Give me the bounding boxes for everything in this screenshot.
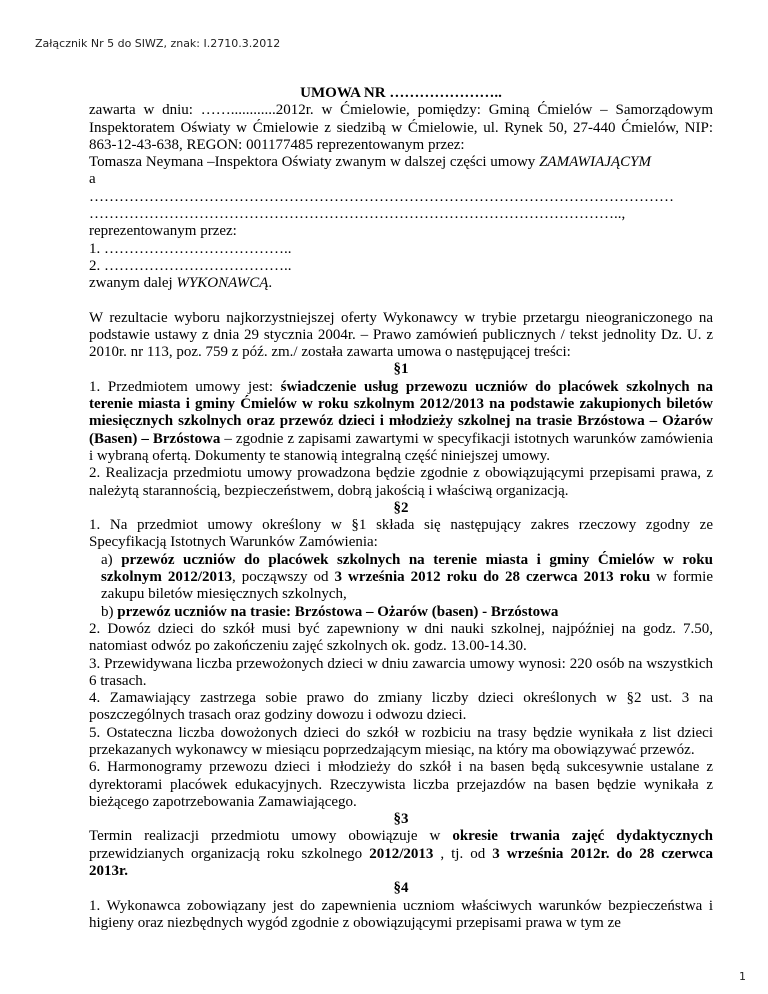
section-2-item-5: 5. Ostateczna liczba dowożonych dzieci do szkół w rozbiciu na trasy będzie wynikała z list dzieci przekazanych wykonawcy w miesiącu poprzedzającym miesiąc, na który ma obowiązywać przewóz. bbox=[89, 724, 713, 758]
section-2-item-3: 3. Przewidywana liczba przewożonych dzieci w dniu zawarcia umowy wynosi: 220 osób na wszystkich 6 trasach. bbox=[89, 655, 713, 689]
spacer bbox=[89, 293, 713, 310]
section-2-item-2: 2. Dowóz dzieci do szkół musi być zapewniony w dni nauki szkolnej, najpóźniej na godz. 7.50, natomiast odwóz po zakończeniu zajęć szkolnych ok. godz. 13.00-14.30. bbox=[89, 620, 713, 655]
paragraph-representative: Tomasza Neymana –Inspektora Oświaty zwanym w dalszej części umowy ZAMAWIAJĄCYM bbox=[89, 154, 651, 171]
section-2-item-1: 1. Na przedmiot umowy określony w §1 składa się następujący zakres rzeczowy zgodny ze Specyfikacją Istotnych Warunków Zamówienia: bbox=[89, 517, 713, 551]
dotted-line-1: ……………………………………………………………………………………………………… bbox=[89, 188, 674, 205]
page-header: Załącznik Nr 5 do SIWZ, znak: I.2710.3.2012 bbox=[35, 37, 281, 50]
zamawiajacy-term: ZAMAWIAJĄCYM bbox=[539, 154, 651, 171]
representative-1: 1. ……………………………….. bbox=[89, 240, 292, 257]
section-1-item-2: 2. Realizacja przedmiotu umowy prowadzona będzie zgodnie z obowiązującymi przepisami prawa, z należytą starannością, bezpieczeństwem, dobrą jakością i właściwą organizacją. bbox=[89, 465, 713, 499]
represented-by: reprezentowanym przez: bbox=[89, 223, 237, 240]
paragraph-parties: zawarta w dniu: ……............2012r. w Ćmielowie, pomiędzy: Gminą Ćmielów – Samorządowym Inspektoratem Oświaty w Ćmielowie z siedzibą w Ćmielowie, ul. Rynek 50, 27-440 Ćmielów, NIP: 863-12-43-638, REGON: 001177485 reprezentowanym przez: bbox=[89, 102, 713, 153]
section-3-text: Termin realizacji przedmiotu umowy obowiązuje w okresie trwania zajęć dydaktycznych przewidzianych organizacją roku szkolnego 2012/2013 , tj. od 3 września 2012r. do 28 czerwca 2013r. bbox=[89, 828, 713, 880]
section-2-item-6: 6. Harmonogramy przewozu dzieci i młodzieży do szkół i na basen będą sukcesywnie ustalane z dyrektorami placówek edukacyjnych. Rzeczywista liczba przejazdów na basen będzie wynikała z bieżącego zapotrzebowania Zamawiającego. bbox=[89, 759, 713, 810]
section-4-item-1: 1. Wykonawca zobowiązany jest do zapewnienia uczniom właściwych warunków bezpieczeństwa i higieny oraz niezbędnych wygód zgodnie z obowiązującymi przepisami prawa w tym ze bbox=[89, 897, 713, 931]
section-1-item-1: 1. Przedmiotem umowy jest: świadczenie usług przewozu uczniów do placówek szkolnych na terenie miasta i gminy Ćmielów w roku szkolnym 2012/2013 na podstawie zakupionych biletów miesięcznych szkolnych oraz przewóz dzieci i młodzieży szkolnej na trasie Brzóstowa – Ożarów (Basen) – Brzóstowa – zgodnie z zapisami zawartymi w specyfikacji istotnych warunków zamówienia i wybraną ofertą. Dokumenty te stanowią integralną część niniejszej umowy. bbox=[89, 378, 713, 464]
wykonawca-term: WYKONAWCĄ bbox=[176, 275, 269, 292]
section-3-heading: §3 bbox=[393, 811, 409, 828]
section-2-heading: §2 bbox=[393, 499, 409, 516]
contractor-line: zwanym dalej WYKONAWCĄ. bbox=[89, 275, 273, 292]
intro-paragraph: W rezultacie wyboru najkorzystniejszej oferty Wykonawcy w trybie przetargu nieograniczonego na podstawie ustawy z dnia 29 stycznia 2004r. – Prawo zamówień publicznych / tekst jednolity Dz. U. z 2010r. nr 113, poz. 759 z póź. zm./ została zawarta umowa o następującej treści: bbox=[89, 309, 713, 361]
page-number: 1 bbox=[739, 970, 746, 983]
section-2-item-a: a) przewóz uczniów do placówek szkolnych na terenie miasta i gminy Ćmielów w roku szkolnym 2012/2013, począwszy od 3 września 2012 roku do 28 czerwca 2013 roku w formie zakupu biletów miesięcznych szkolnych, bbox=[101, 551, 713, 603]
section-1-heading: §1 bbox=[393, 361, 409, 378]
dotted-line-2: …………………………………………………………………………………………….., bbox=[89, 206, 626, 223]
representative-2: 2. ……………………………….. bbox=[89, 257, 292, 274]
contract-body bbox=[89, 78, 713, 932]
contract-title: UMOWA NR ………………….. bbox=[300, 85, 502, 101]
section-4-heading: §4 bbox=[393, 880, 409, 897]
section-2-item-4: 4. Zamawiający zastrzega sobie prawo do zmiany liczby dzieci określonych w §2 ust. 3 na poszczególnych trasach oraz godziny dowozu i odwozu dzieci. bbox=[89, 690, 713, 724]
section-2-item-b: b) przewóz uczniów na trasie: Brzóstowa – Ożarów (basen) - Brzóstowa bbox=[101, 603, 559, 620]
conjunction-a: a bbox=[89, 171, 96, 188]
